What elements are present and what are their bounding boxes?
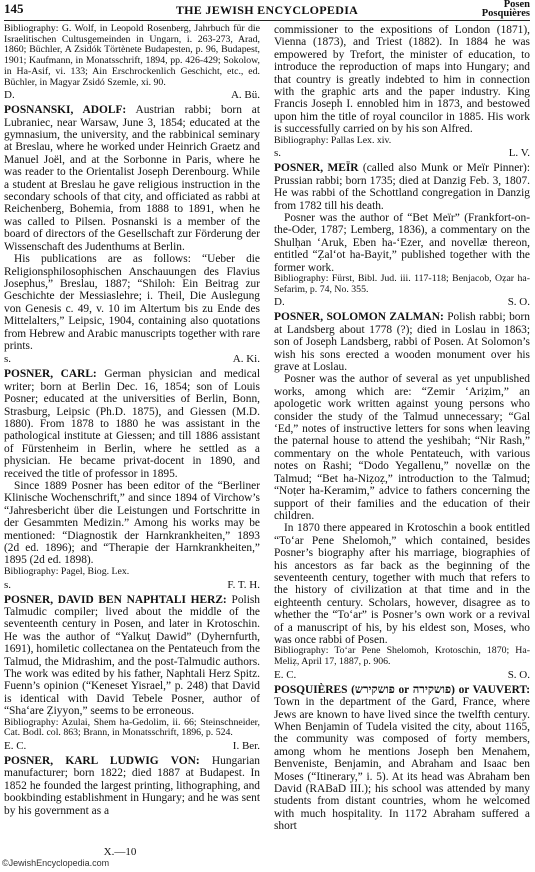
entry-posner-david: POSNER, DAVID BEN NAPHTALI HERZ: Polish Talmudic compiler; lived about the middle of the seventeenth century in Posen, and later in Krotoschin. He was the author of “Yalkuṭ Dawid” (Dyhernfurth, 1691), homiletic collectanea on the Pentateuch from the Talmud, the Midrashim, and the post-Talmudic authors. The work was edited by his father, Naphtali Herz Spitz. Fuenn’s opinion (“Keneset Yisrael,” p. 248) that David is identical with David Tebele Posner, author of “Sha‘are Ẓiyyon,” seems to be erroneous. [4,593,260,718]
signature-line: s. F. T. H. [4,578,260,591]
signature-line: D. A. Bü. [4,89,260,102]
bibliography: Bibliography: G. Wolf, in Leopold Rosenberg, Jahrbuch für die Israelitischen Cultusgemeinden in Ungarn, i. 263-273, Arad, 1860; Büchler, A Zsidók Törtènete Budapesten, p. 96, Budapest, 1901; Kaufmann, in Monatsschrift, 1894, pp. 426-429; Sokolow, in Ha-Asif, vi. 133; Ain Erschrockenlich Geschicht, etc., ed. Büchler, in Magyar Zsidó Szemle, xi. 90. [4,24,260,88]
entry-posner-meir: POSNER, MEÏR (called also Munk or Meïr Pinner): Prussian rabbi; born 1735; died at Danzig Feb. 3, 1807. He was rabbi of the Schottland congregation in Danzig from 1782 till his death. [274,162,530,212]
entry-posner-carl: POSNER, CARL: German physician and medical writer; born at Berlin Dec. 16, 1854; son of Louis Posner; educated at the universities of Berlin, Bonn, Strasburg, Leipsic (Ph.D. 1875), and Giessen (M.D. 1880). From 1878 to 1880 he was assistant in the pathological institute at Giessen; and till 1886 assistant of Fürstenheim in Berlin, where he settled as a physician. He became privat-docent in 1890, and received the title of professor in 1895. [4,368,260,480]
right-column [274,24,530,868]
signature-line: D. S. O. [274,296,530,309]
entry-posner-karl: POSNER, KARL LUDWIG VON: Hungarian manufacturer; born 1822; died 1887 at Budapest. In 1852 he founded the largest printing, lithographing, and bookbinding establishment in Hungary; and he was sent by his government as a [4,755,260,817]
signature-line: E. C. I. Ber. [4,740,260,753]
signature-line: s. L. V. [274,147,530,160]
running-title: THE JEWISH ENCYCLOPEDIA [175,3,359,17]
page-header [4,0,530,21]
headword: POSNER, MEÏR [274,162,359,175]
paragraph: In 1870 there appeared in Krotoschin a book entitled “To‘ar Pene Shelomoh,” which contained, besides Posner’s biography after his marriage, biographies of his ancestors as far back as the beginning of the seventeenth century, together with much that refers to the history of civilization at that time and in the eighteenth century. Scholars, however, disagree as to whether the “To‘ar” is Posner’s own work or a revival of a manuscript of his, by his eldest son, Moses, who was once rabbi of Posen. [274,522,530,646]
left-column [4,24,260,844]
bibliography: Bibliography: Pagel, Biog. Lex. [4,565,130,577]
paragraph: Posner was the author of several as yet unpublished works, among which are: “Zemir ‘Ariẓim,” an apologetic work written against young persons who consider the study of the Talmud unnecessary; “Gal ‘Ed,” notes of instructive letters for sons when leaving the paternal house to attend the yeshibah; “Nir Rash,” commentary on the whole Pentateuch, with various notes on Rashi; “Dodo Yegallenu,” novellæ on the Talmud; “Bet ha-Niẓoẓ,” introduction to the Talmud; “Noṭer ha-Keramim,” advice to fathers concerning the support of their families and the education of their children. [274,373,530,522]
paragraph: Posner was the author of “Bet Meïr” (Frankfort-on-the-Oder, 1787; Lemberg, 1836), a commentary on the Shulḥan ‘Aruk, Eben ha-‘Ezer, and novellæ thereon, entitled “Ẓal‘ot ha-Bayit,” published together with the former work. [274,211,530,274]
bibliography: Bibliography: Fürst, Bibl. Jud. iii. 117-118; Benjacob, Oẓar ha-Sefarim, p. 74, No. 355. [274,273,530,295]
signature-mark: X.—10 [103,846,137,858]
headword: POSNANSKI, ADOLF: [4,104,127,117]
headword: POSNER, SOLOMON ZALMAN: [274,311,444,324]
headword: POSQUIÈRES (פושקירש or פושקירה) or VAUVERT: [274,683,530,696]
signature-line: s. A. Ki. [4,353,260,366]
paragraph: His publications are as follows: “Ueber die Religionsphilosophischen Anschauungen des Flavius Josephus,” Breslau, 1887; “Shiloh: Ein Beitrag zur Geschichte der Messiaslehre; i. Theil, Die Auslegung von Genesis c. 49, v. 10 im Altertum bis zu Ende des Mittelalters,” Leipsic, 1904, containing also quotations from Hebrew and Arabic manuscripts together with rare prints. [4,253,260,352]
headword: POSNER, CARL: [4,368,97,381]
entry-posquieres: POSQUIÈRES (פושקירש or פושקירה) or VAUVERT: Town in the department of the Gard, France, where Jews are known to have lived since the twelfth century. When Benjamin of Tudela visited the city, about 1165, the community was composed of forty members, among whom he mentions Joseph ben Menahem, Benveniste, Benjamin, and Abraham and Isaac ben Moses (“Itinerary,” i. 5). At its head was Abraham ben David (RABaD III.); his school was attended by many students from distant countries, whom he welcomed with much hospitality. In 1172 Abraham suffered a short [274,683,530,833]
entry-posner-solomon: POSNER, SOLOMON ZALMAN: Polish rabbi; born at Landsberg about 1778 (?); died in Loslau in 1863; son of Joseph Landsberg, rabbi of Posen. At Solomon’s wish his sons erected a wooden monument over his grave at Loslau. [274,311,530,374]
bibliography: Bibliography: Azulai, Shem ha-Gedolim, ii. 66; Steinschneider, Cat. Bodl. col. 863; Brann, in Monatsschrift, 1896, p. 524. [4,716,260,739]
headword: POSNER, KARL LUDWIG VON: [4,755,200,768]
bibliography: Bibliography: To‘ar Pene Shelomoh, Krotoschin, 1870; Ha-Meliẓ, April 17, 1887, p. 906. [274,645,530,668]
signature-line: E. C. S. O. [274,668,530,681]
watermark: ©JewishEncyclopedia.com [2,858,110,868]
entry-posnanski-adolf: POSNANSKI, ADOLF: Austrian rabbi; born at Lubraniec, near Warsaw, June 3, 1854; educated at the gymnasium, the university, and the rabbinical seminary at Breslau, where he worked under Heinrich Graetz and Manuel Joël, and at the Sorbonne in Paris, where he was reader to the Orientalist Joseph Derenbourg. While a student at Breslau he gave religious instruction in the secondary schools of that city, and officiated as rabbi at Reichenberg, Bohemia, from 1888 to 1891, when he was called to Pilsen. Posnanski is a member of the board of directors of the Gesellschaft zur Förderung der Wissenschaft des Judenthums at Berlin. [4,104,260,253]
paragraph: commissioner to the expositions of London (1871), Vienna (1873), and Triest (1882). In 1884 he was empowered by Trefort, the minister of education, to introduce the reproduction of maps into Hungary; and that country is greatly indebted to him in connection with the graphic arts and the paper industry. King Francis Joseph I. ennobled him in 1873, and bestowed upon him the title of royal councilor in 1885. His work is successfully carried on by his son Alfred. [274,24,530,136]
bibliography: Bibliography: Pallas Lex. xiv. [274,134,392,146]
headword: POSNER, DAVID BEN NAPHTALI HERZ: [4,593,227,606]
catchwords: Posen Posquières [481,0,530,19]
page-number: 145 [4,1,24,16]
paragraph: Since 1889 Posner has been editor of the “Berliner Klinische Wochenschrift,” and since 1894 of Virchow’s “Jahresbericht über die Leistungen und Fortschritte in der Gesammten Medizin.” Among his works may be mentioned: “Diagnostik der Harnkrankheiten,” 1893 (2d ed. 1896); and “Therapie der Harnkrankheiten,” 1895 (2d ed. 1898). [4,480,260,567]
